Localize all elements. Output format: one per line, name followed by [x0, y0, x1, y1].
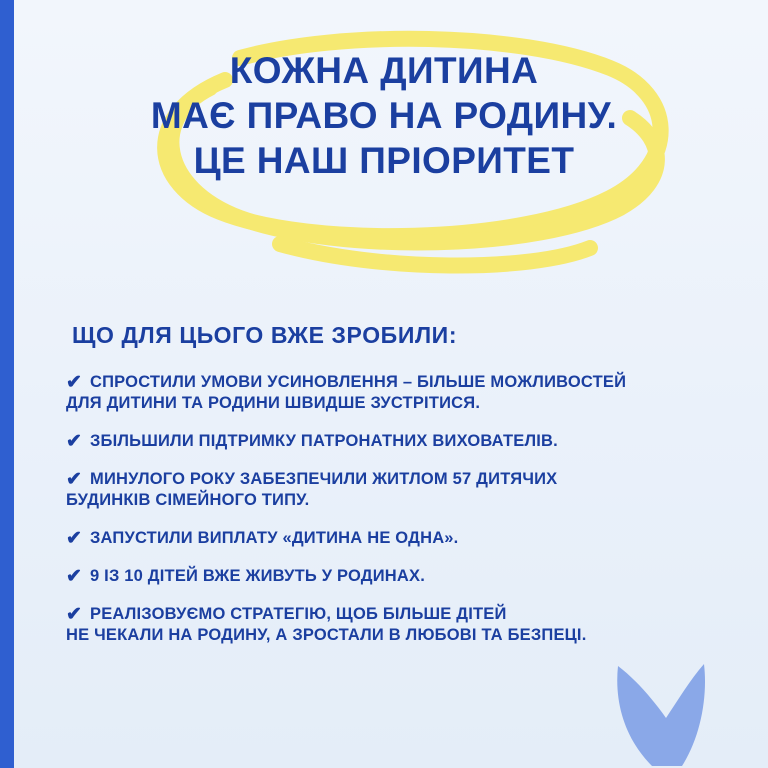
list-item — [66, 431, 726, 452]
list-item — [66, 469, 726, 511]
list-item — [66, 372, 726, 414]
check-icon: ✔ — [66, 566, 82, 587]
list-item — [66, 566, 726, 587]
list-item-text — [66, 604, 587, 646]
list-item-line-2: БУДИНКІВ СІМЕЙНОГО ТИПУ. — [66, 491, 310, 509]
list-item-line-2: ДЛЯ ДИТИНИ ТА РОДИНИ ШВИДШЕ ЗУСТРІТИСЯ. — [66, 394, 481, 412]
list-item — [66, 528, 726, 549]
check-icon: ✔ — [66, 431, 82, 452]
list-item-line-1: СПРОСТИЛИ УМОВИ УСИНОВЛЕННЯ – БІЛЬШЕ МОЖЛИВОСТЕЙ — [90, 373, 627, 391]
list-item-line-1: МИНУЛОГО РОКУ ЗАБЕЗПЕЧИЛИ ЖИТЛОМ 57 ДИТЯЧИХ — [90, 470, 558, 488]
list-item-text — [66, 372, 627, 414]
list-item — [66, 604, 726, 646]
list-item-line-1: РЕАЛІЗОВУЄМО СТРАТЕГІЮ, ЩОБ БІЛЬШЕ ДІТЕЙ — [90, 605, 507, 623]
list-item-text — [90, 566, 425, 587]
headline-line-1: КОЖНА ДИТИНА — [229, 50, 539, 91]
list-item-text — [66, 469, 558, 511]
achievement-list — [66, 372, 726, 663]
list-item-line-1: ЗАПУСТИЛИ ВИПЛАТУ «ДИТИНА НЕ ОДНА». — [90, 529, 459, 547]
list-item-line-1: 9 ІЗ 10 ДІТЕЙ ВЖЕ ЖИВУТЬ У РОДИНАХ. — [90, 567, 425, 585]
headline-line-3: ЦЕ НАШ ПРІОРИТЕТ — [193, 140, 575, 181]
headline-line-2: МАЄ ПРАВО НА РОДИНУ. — [150, 95, 618, 136]
check-icon: ✔ — [66, 528, 82, 549]
heart-icon — [604, 658, 724, 768]
check-icon: ✔ — [66, 604, 82, 625]
page-title — [0, 48, 768, 183]
check-icon: ✔ — [66, 372, 82, 393]
list-item-text — [90, 431, 558, 452]
list-item-line-2: НЕ ЧЕКАЛИ НА РОДИНУ, А ЗРОСТАЛИ В ЛЮБОВІ ТА БЕЗПЕЦІ. — [66, 626, 587, 644]
list-item-line-1: ЗБІЛЬШИЛИ ПІДТРИМКУ ПАТРОНАТНИХ ВИХОВАТЕЛІВ. — [90, 432, 558, 450]
list-item-text — [90, 528, 458, 549]
check-icon: ✔ — [66, 469, 82, 490]
section-title: ЩО ДЛЯ ЦЬОГО ВЖЕ ЗРОБИЛИ: — [72, 322, 458, 348]
